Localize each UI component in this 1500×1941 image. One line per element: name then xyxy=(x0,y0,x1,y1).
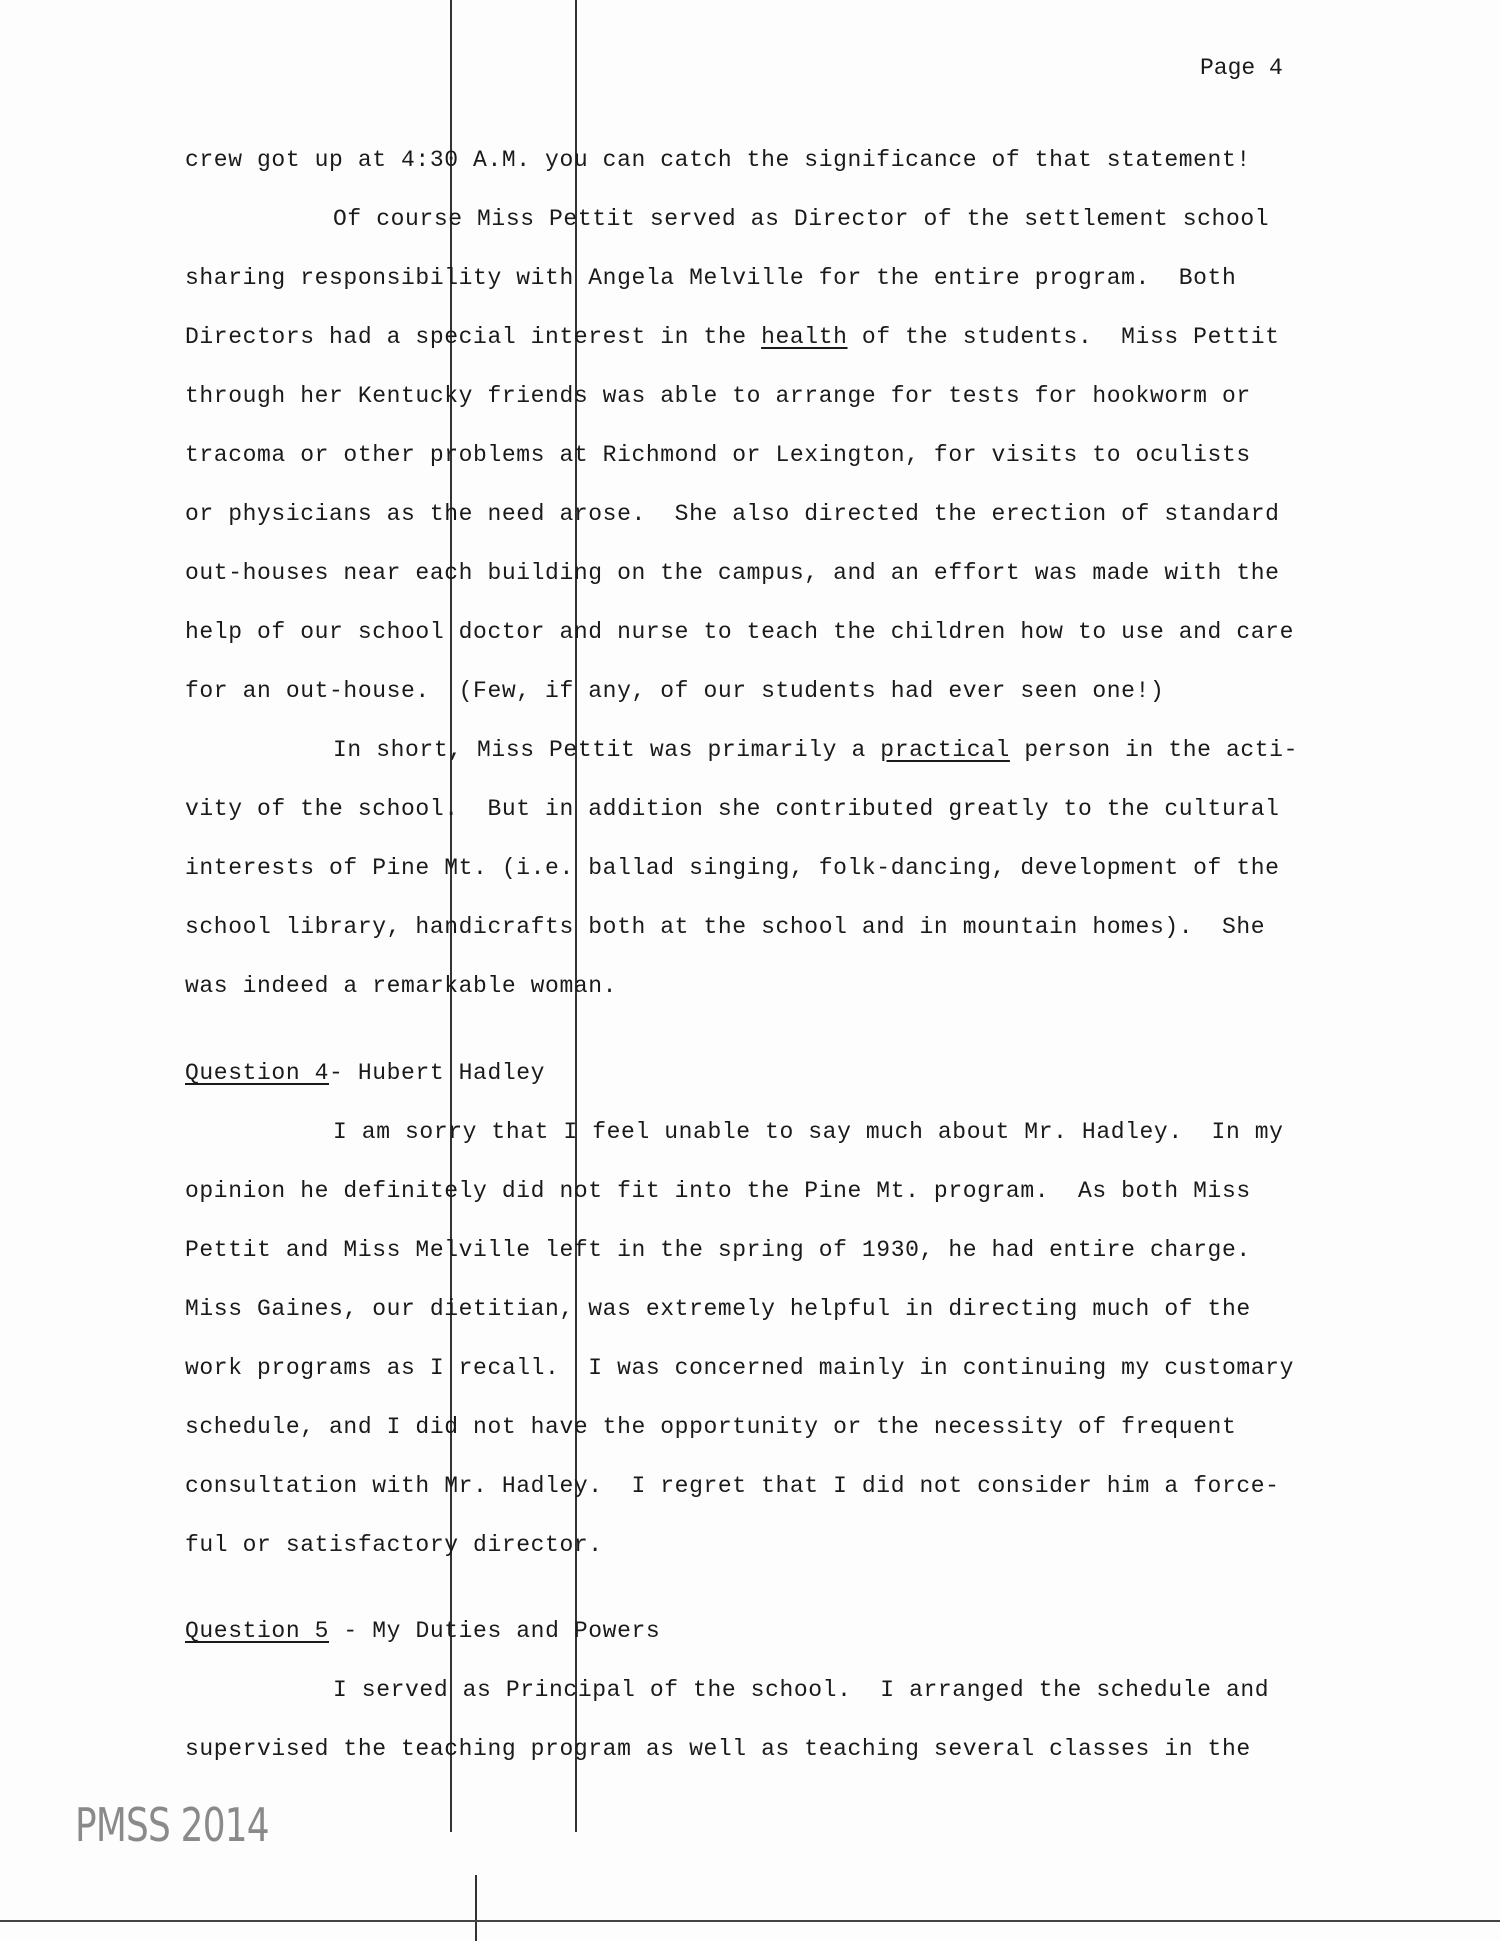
text-line: sharing responsibility with Angela Melville for the entire program. Both xyxy=(185,265,1237,291)
text-line: Pettit and Miss Melville left in the spring of 1930, he had entire charge. xyxy=(185,1237,1251,1263)
text-line: help of our school doctor and nurse to teach the children how to use and care xyxy=(185,619,1294,645)
text-line: work programs as I recall. I was concerned mainly in continuing my customary xyxy=(185,1355,1294,1381)
text-line: through her Kentucky friends was able to arrange for tests for hookworm or xyxy=(185,383,1251,409)
text-line: out-houses near each building on the campus, and an effort was made with the xyxy=(185,560,1280,586)
text-line: school library, handicrafts both at the school and in mountain homes). She xyxy=(185,914,1266,940)
text-line: ful or satisfactory director. xyxy=(185,1532,603,1558)
text-span: In short, Miss Pettit was primarily a xyxy=(333,737,881,763)
text-line: was indeed a remarkable woman. xyxy=(185,973,618,999)
text-line: crew got up at 4:30 A.M. you can catch the significance of that statement! xyxy=(185,147,1251,173)
text-line: interests of Pine Mt. (i.e. ballad singing, folk-dancing, development of the xyxy=(185,855,1280,881)
text-span: Directors had a special interest in the xyxy=(185,324,762,350)
text-line: I served as Principal of the school. I arranged the schedule and xyxy=(333,1677,1270,1703)
text-line: Miss Gaines, our dietitian, was extremely helpful in directing much of the xyxy=(185,1296,1251,1322)
text-line: Of course Miss Pettit served as Director of the settlement school xyxy=(333,206,1270,232)
heading-label: Question 4 xyxy=(185,1060,330,1086)
heading-title: - My Duties and Powers xyxy=(329,1618,661,1644)
text-line: schedule, and I did not have the opportunity or the necessity of frequent xyxy=(185,1414,1237,1440)
text-line: supervised the teaching program as well as teaching several classes in the xyxy=(185,1736,1251,1762)
text-line: I am sorry that I feel unable to say much about Mr. Hadley. In my xyxy=(333,1119,1284,1145)
text-line: opinion he definitely did not fit into the Pine Mt. program. As both Miss xyxy=(185,1178,1251,1204)
text-line: consultation with Mr. Hadley. I regret that I did not consider him a force- xyxy=(185,1473,1280,1499)
underlined-word-practical: practical xyxy=(880,737,1010,763)
section-heading-question-4 xyxy=(185,1058,545,1088)
archive-watermark: PMSS 2014 xyxy=(75,1798,269,1852)
text-line xyxy=(333,735,1298,765)
text-line: vity of the school. But in addition she contributed greatly to the cultural xyxy=(185,796,1280,822)
heading-label: Question 5 xyxy=(185,1618,330,1644)
scan-edge-bottom xyxy=(0,1920,1500,1922)
text-span: person in the acti- xyxy=(1009,737,1298,763)
underlined-word-health: health xyxy=(761,324,848,350)
page-number: Page 4 xyxy=(1200,55,1283,81)
text-line: or physicians as the need arose. She also directed the erection of standard xyxy=(185,501,1280,527)
text-line: tracoma or other problems at Richmond or Lexington, for visits to oculists xyxy=(185,442,1251,468)
text-span: of the students. Miss Pettit xyxy=(847,324,1280,350)
heading-title: - Hubert Hadley xyxy=(329,1060,546,1086)
scan-line-bottom-mark xyxy=(475,1875,477,1941)
section-heading-question-5 xyxy=(185,1616,660,1646)
text-line xyxy=(185,322,1280,352)
text-line: for an out-house. (Few, if any, of our students had ever seen one!) xyxy=(185,678,1165,704)
